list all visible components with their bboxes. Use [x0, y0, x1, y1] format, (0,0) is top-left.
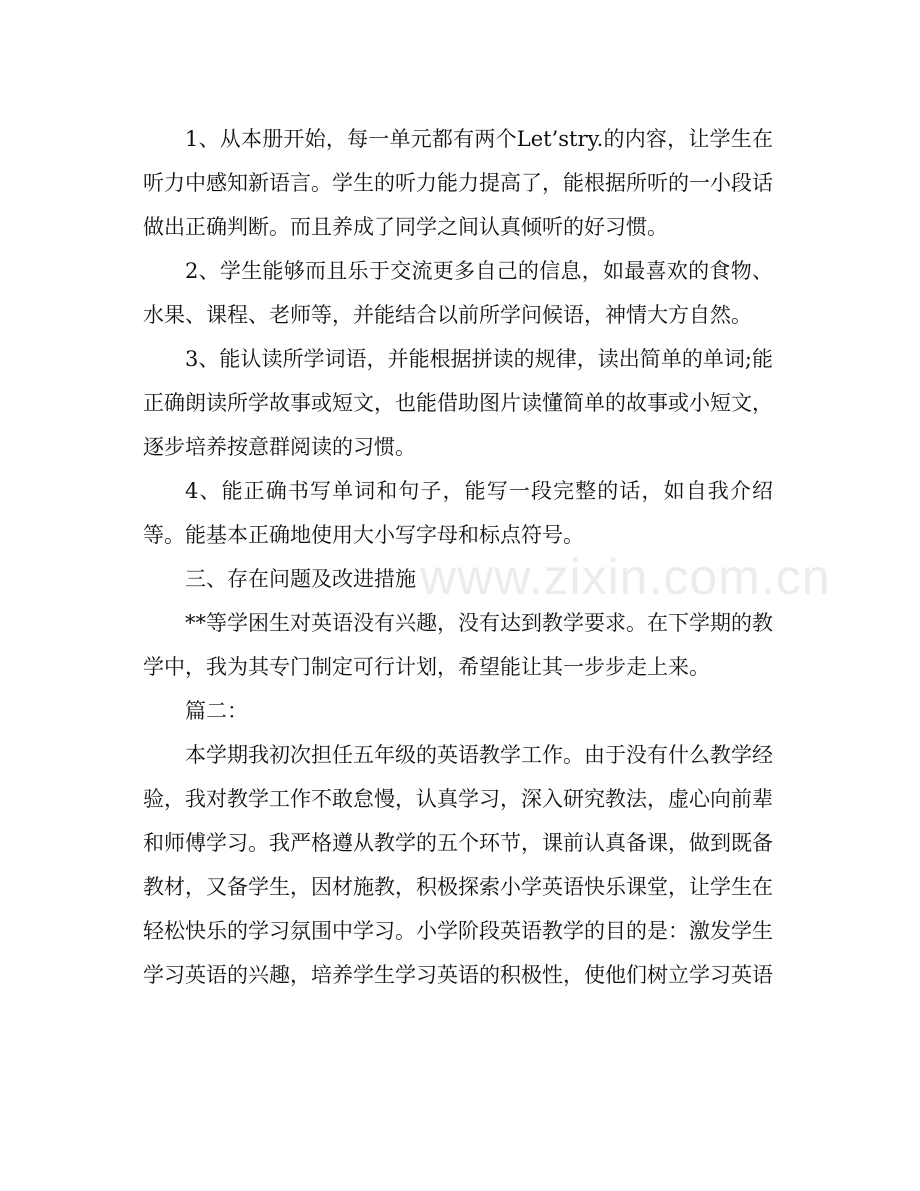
- section-heading-problems: 三、存在问题及改进措施: [185, 567, 416, 591]
- paragraph-1: 1、从本册开始，每一单元都有两个Let’stry.的内容，让学生在听力中感知新语言。学生的听力能力提高了，能根据所听的一小段话做出正确判断。而且养成了同学之间认真倾听的好习惯。: [143, 127, 773, 239]
- paragraph-4: 4、能正确书写单词和句子，能写一段完整的话，如自我介绍等。能基本正确地使用大小写字母和标点符号。: [143, 479, 773, 547]
- paragraph-5: **等学困生对英语没有兴趣，没有达到教学要求。在下学期的教学中，我为其专门制定可行计划，希望能让其一步步走上来。: [143, 611, 773, 679]
- paragraph-2: 2、学生能够而且乐于交流更多自己的信息，如最喜欢的食物、水果、课程、老师等，并能结合以前所学问候语，神情大方自然。: [143, 259, 773, 327]
- watermark-text: www.zixin.com.cn: [420, 549, 831, 605]
- document-body: [143, 117, 773, 997]
- section-heading-part-two: 篇二：: [185, 699, 248, 723]
- paragraph-3: 3、能认读所学词语，并能根据拼读的规律，读出简单的单词;能正确朗读所学故事或短文，也能借助图片读懂简单的故事或小短文，逐步培养按意群阅读的习惯。: [143, 347, 773, 459]
- paragraph-6: 本学期我初次担任五年级的英语教学工作。由于没有什么教学经验，我对教学工作不敢怠慢，认真学习，深入研究教法，虚心向前辈和师傅学习。我严格遵从教学的五个环节，课前认真备课，做到既备教材，又备学生，因材施教，积极探索小学英语快乐课堂，让学生在轻松快乐的学习氛围中学习。小学阶段英语教学的目的是：激发学生学习英语的兴趣，培养学生学习英语的积极性，使他们树立学习英语: [143, 743, 773, 987]
